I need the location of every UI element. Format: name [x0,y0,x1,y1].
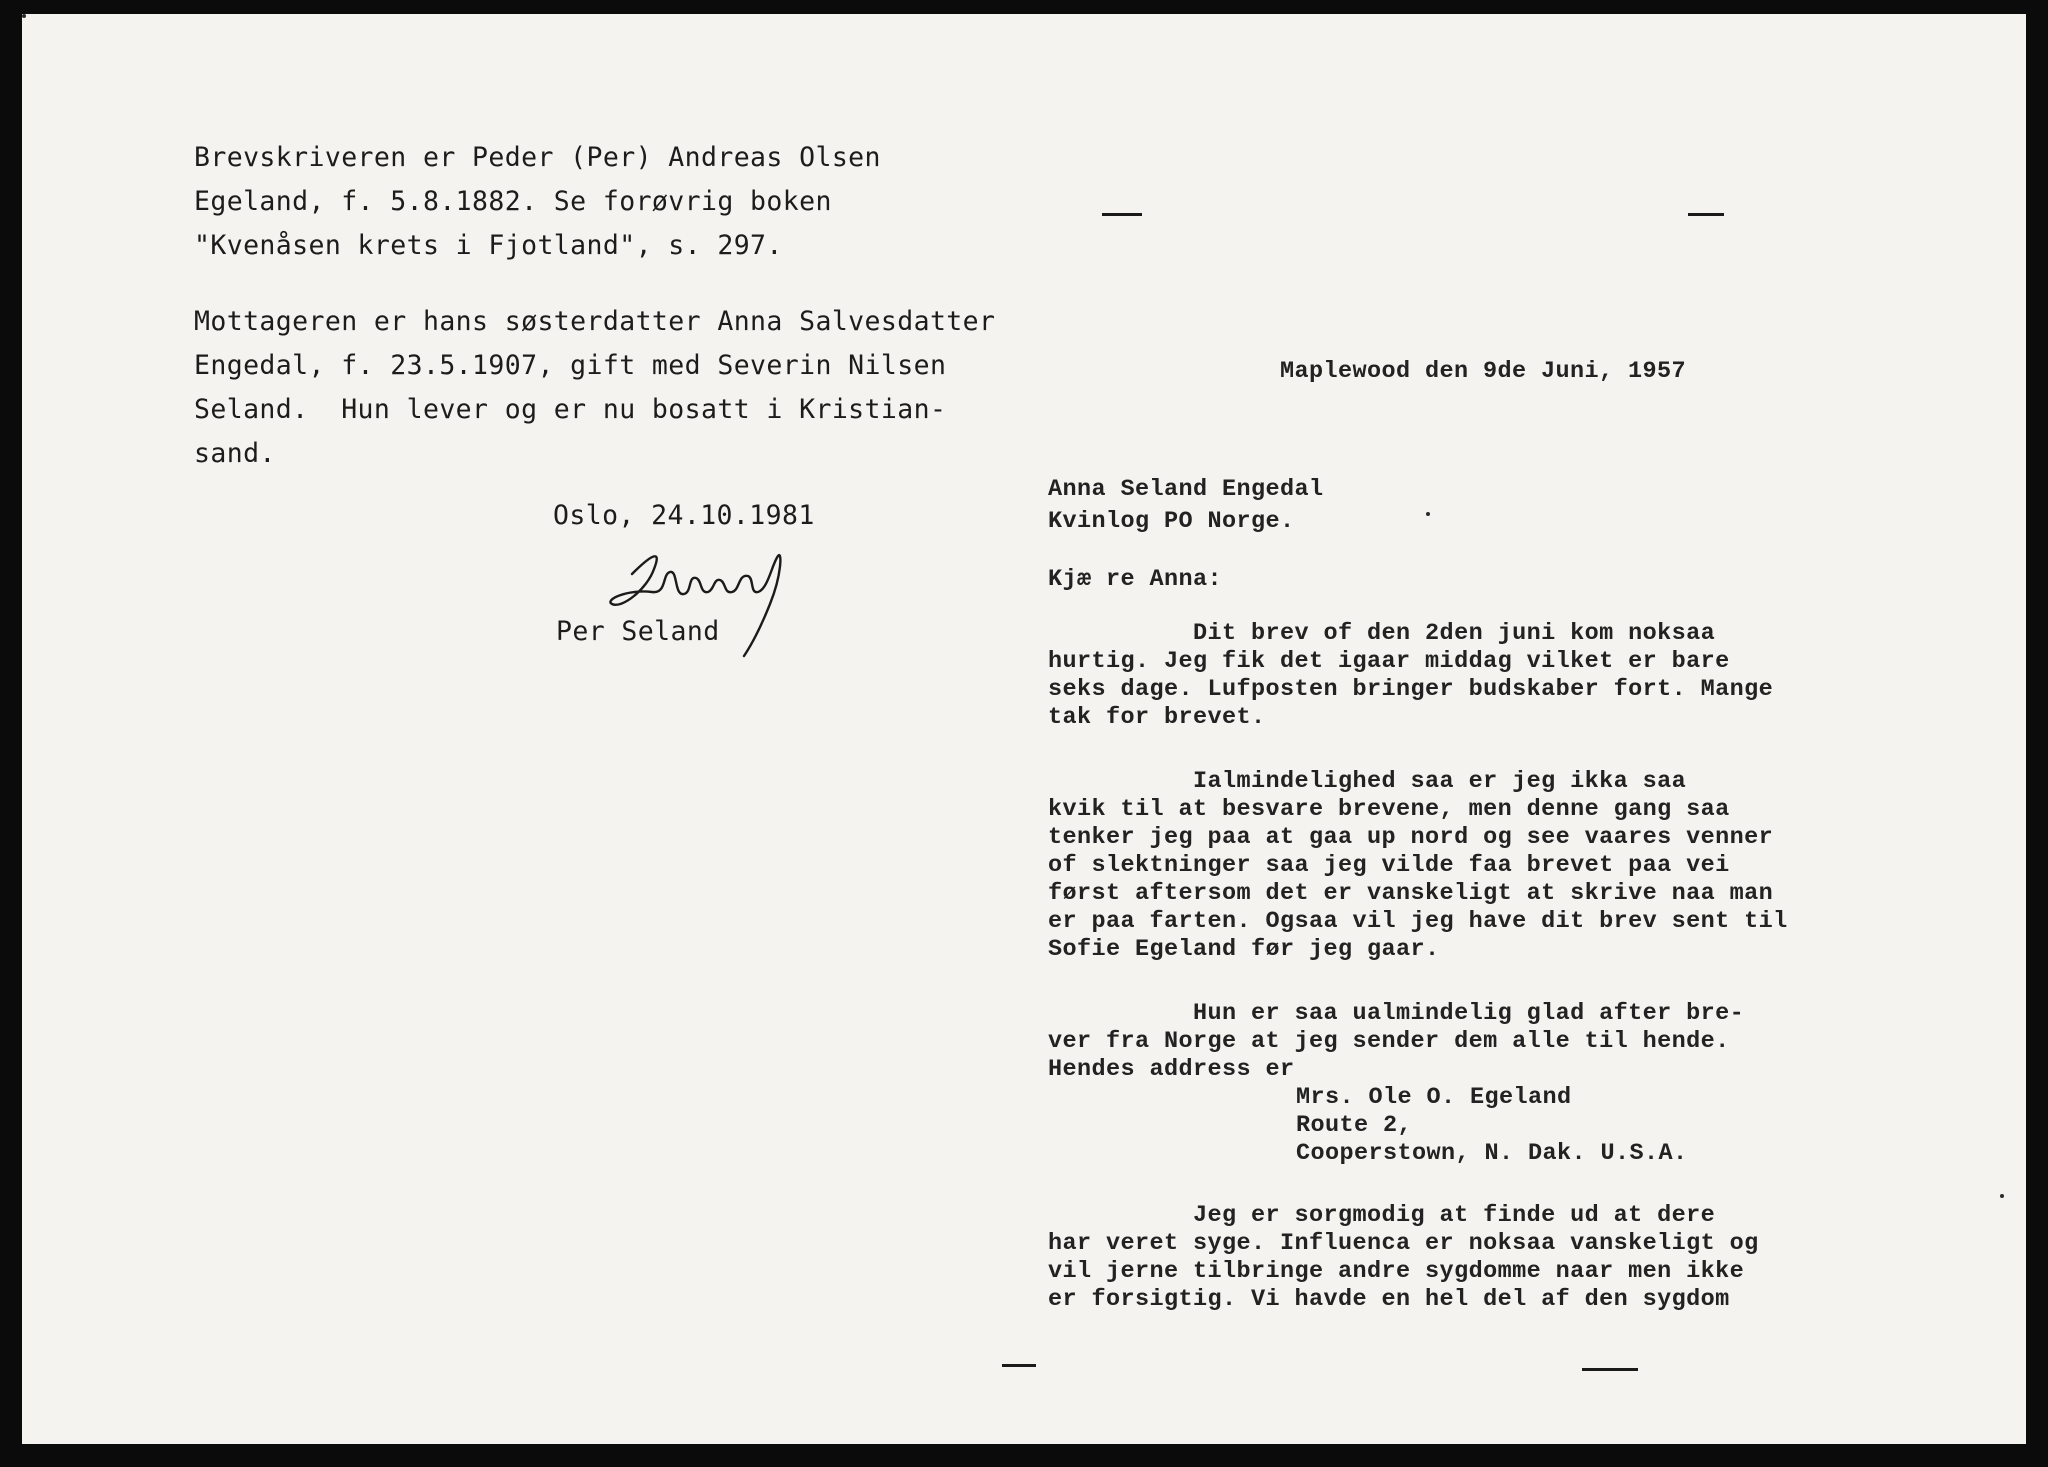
scan-dash [1582,1368,1638,1371]
paragraph-1-line-1: Dit brev of den 2den juni kom noksaa [1048,620,1716,647]
paragraph-2-line-5: først aftersom det er vanskeligt at skrive naa man [1048,880,1774,907]
signature-name: Per Seland [556,616,720,647]
recipient-line-2: Kvinlog PO Norge. [1048,508,1295,535]
paragraph-4-line-1: Jeg er sorgmodig at finde ud at dere [1048,1202,1716,1229]
recipient-line-1: Anna Seland Engedal [1048,476,1324,503]
paragraph-2-line-4: of slektninger saa jeg vilde faa brevet paa vei [1048,852,1730,879]
paragraph-4-line-2: har veret syge. Influenca er noksaa vanskeligt og [1048,1230,1759,1257]
paragraph-3-line-1: Hun er saa ualmindelig glad after bre- [1048,1000,1745,1027]
address-line-3: Cooperstown, N. Dak. U.S.A. [1296,1140,1688,1167]
note-line-4: Mottageren er hans søsterdatter Anna Salvesdatter [194,306,996,337]
paragraph-1-line-3: seks dage. Lufposten bringer budskaber fort. Mange [1048,676,1774,703]
paragraph-4-line-4: er forsigtig. Vi havde en hel del af den sygdom [1048,1286,1730,1313]
note-line-7: sand. [194,438,276,469]
paragraph-3-line-3: Hendes address er [1048,1056,1295,1083]
address-line-1: Mrs. Ole O. Egeland [1296,1084,1572,1111]
paragraph-1-line-2: hurtig. Jeg fik det igaar middag vilket er bare [1048,648,1730,675]
note-line-3: "Kvenåsen krets i Fjotland", s. 297. [194,230,783,261]
note-line-5: Engedal, f. 23.5.1907, gift med Severin Nilsen [194,350,947,381]
paragraph-3-line-2: ver fra Norge at jeg sender dem alle til hende. [1048,1028,1730,1055]
paragraph-2-line-1: Ialmindelighed saa er jeg ikka saa [1048,768,1687,795]
address-line-2: Route 2, [1296,1112,1413,1139]
scan-speck [22,14,26,18]
note-place-date: Oslo, 24.10.1981 [553,500,815,531]
scan-dash [1002,1364,1036,1367]
paragraph-2-line-2: kvik til at besvare brevene, men denne gang saa [1048,796,1730,823]
scan-speck [1426,512,1430,516]
paragraph-2-line-3: tenker jeg paa at gaa up nord og see vaares venner [1048,824,1774,851]
letter-dateline: Maplewood den 9de Juni, 1957 [1280,358,1687,385]
document-page [22,14,2026,1444]
paragraph-1-line-4: tak for brevet. [1048,704,1266,731]
note-line-2: Egeland, f. 5.8.1882. Se forøvrig boken [194,186,832,217]
paragraph-4-line-3: vil jerne tilbringe andre sygdomme naar men ikke [1048,1258,1745,1285]
scan-dash [1688,213,1724,216]
paragraph-2-line-6: er paa farten. Ogsaa vil jeg have dit brev sent til [1048,908,1788,935]
note-line-6: Seland. Hun lever og er nu bosatt i Kristian- [194,394,947,425]
note-line-1: Brevskriveren er Peder (Per) Andreas Olsen [194,142,881,173]
paragraph-2-line-7: Sofie Egeland før jeg gaar. [1048,936,1440,963]
salutation: Kjæ re Anna: [1048,566,1223,593]
scan-speck [2000,1194,2004,1198]
scan-dash [1102,213,1142,216]
